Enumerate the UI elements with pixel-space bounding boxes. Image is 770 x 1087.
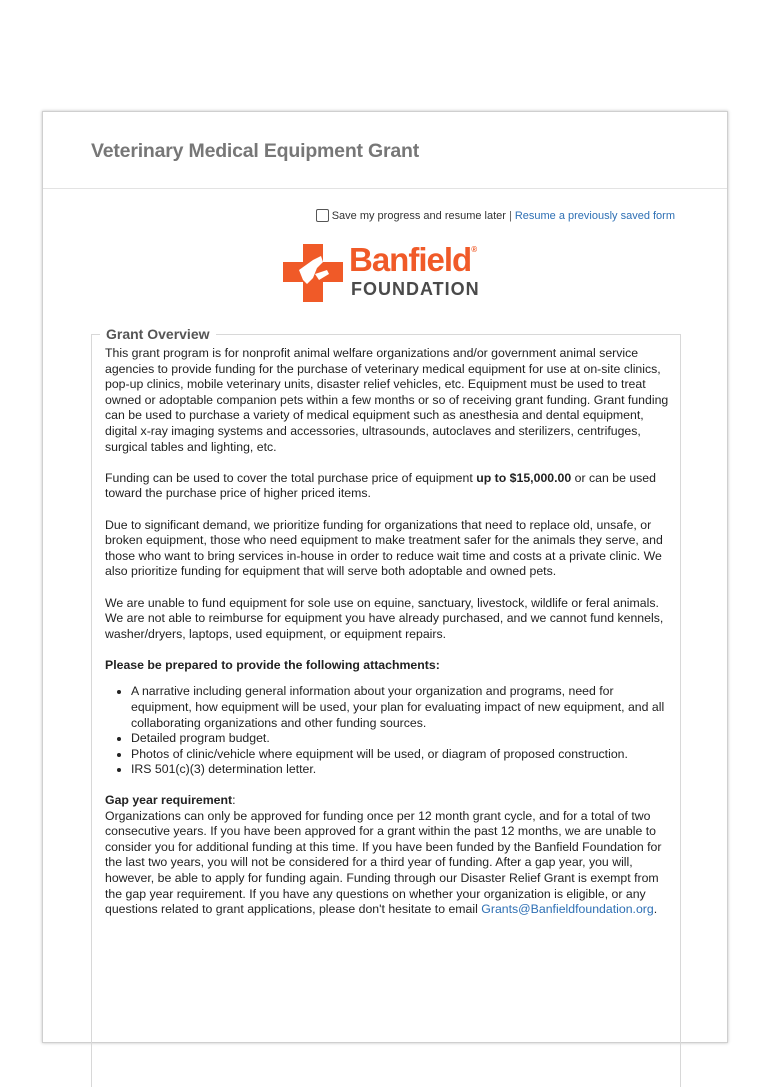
save-progress-checkbox[interactable]: [316, 209, 329, 222]
grant-overview-content: [105, 346, 673, 933]
banfield-cross-icon: [283, 244, 343, 302]
attachment-item: • A narrative including general information about your organization and programs, need for equipment, how equipment will be used, your plan for evaluating impact of new equipment, and all collaborating organizations and other funding sources.: [131, 684, 673, 731]
attachments-list: [105, 684, 673, 778]
grants-email-link[interactable]: Grants@Banfieldfoundation.org: [481, 902, 654, 917]
banfield-foundation-logo: [283, 241, 493, 304]
save-separator: |: [508, 209, 512, 222]
overview-paragraph-4: We are unable to fund equipment for sole use on equine, sanctuary, livestock, wildlife or feral animals. We are not able to reimburse for equipment you have already purchased, and we cannot fund kennels, washer/dryers, laptops, used equipment, or equipment repairs.: [105, 595, 664, 641]
save-progress-label[interactable]: Save my progress and resume later: [331, 209, 506, 222]
form-title: Veterinary Medical Equipment Grant: [91, 140, 420, 162]
title-divider: [43, 188, 727, 189]
gap-year-text: Organizations can only be approved for funding once per 12 month grant cycle, and for a total of two consecutive years. If you have been approved for a grant within the past 12 months, we are unable to consider you for additional funding at this time. If you have been funded by the Banfield Foundation for the last two years, you will not be considered for a third year of funding. After a gap year, you will, however, be able to apply for funding again. Funding through our Disaster Relief Grant is exempt from the gap year requirement. If you have any questions on whether your organization is eligible, or any questions related to grant applications, please don't hesitate to email Grants@Banfieldfoundation.org.: [105, 808, 662, 917]
logo-brand-text: Banfield®: [349, 241, 477, 278]
attachment-item: • Detailed program budget.: [131, 731, 673, 747]
attachment-item: • IRS 501(c)(3) determination letter.: [131, 762, 673, 778]
resume-saved-form-link[interactable]: Resume a previously saved form: [514, 209, 675, 222]
logo-foundation-text: FOUNDATION: [351, 279, 480, 299]
overview-paragraph-1: This grant program is for nonprofit animal welfare organizations and/or government animal service agencies to provide funding for the purchase of veterinary medical equipment for use at on-site clinics, pop-up clinics, mobile veterinary units, disaster relief vehicles, etc. Equipment must be used to treat owned or adoptable companion pets within a few months or so of receiving grant funding. Grant funding can be used to purchase a variety of medical equipment such as anesthesia and dental equipment, digital x-ray imaging systems and accessories, ultrasounds, autoclaves and sterilizers, centrifuges, surgical tables and lighting, etc.: [105, 346, 669, 454]
attachment-item: • Photos of clinic/vehicle where equipment will be used, or diagram of proposed construction.: [131, 747, 673, 763]
grant-overview-legend: Grant Overview: [106, 326, 210, 342]
funding-limit: up to $15,000.00: [476, 470, 572, 485]
gap-year-heading: Gap year requirement:: [105, 793, 236, 808]
attachments-heading: Please be prepared to provide the following attachments:: [105, 657, 440, 672]
save-progress-row: [316, 209, 675, 222]
overview-paragraph-3: Due to significant demand, we prioritize funding for organizations that need to replace old, unsafe, or broken equipment, those who need equipment to make treatment safer for the animals they serve, and those who want to bring services in-house in order to reduce wait time and costs at a private clinic. We also prioritize funding for equipment that will serve both adoptable and owned pets.: [105, 517, 663, 579]
form-card: [42, 111, 728, 1043]
overview-paragraph-2: Funding can be used to cover the total purchase price of equipment up to $15,000.00 or can be used toward the purchase price of higher priced items.: [105, 470, 656, 501]
